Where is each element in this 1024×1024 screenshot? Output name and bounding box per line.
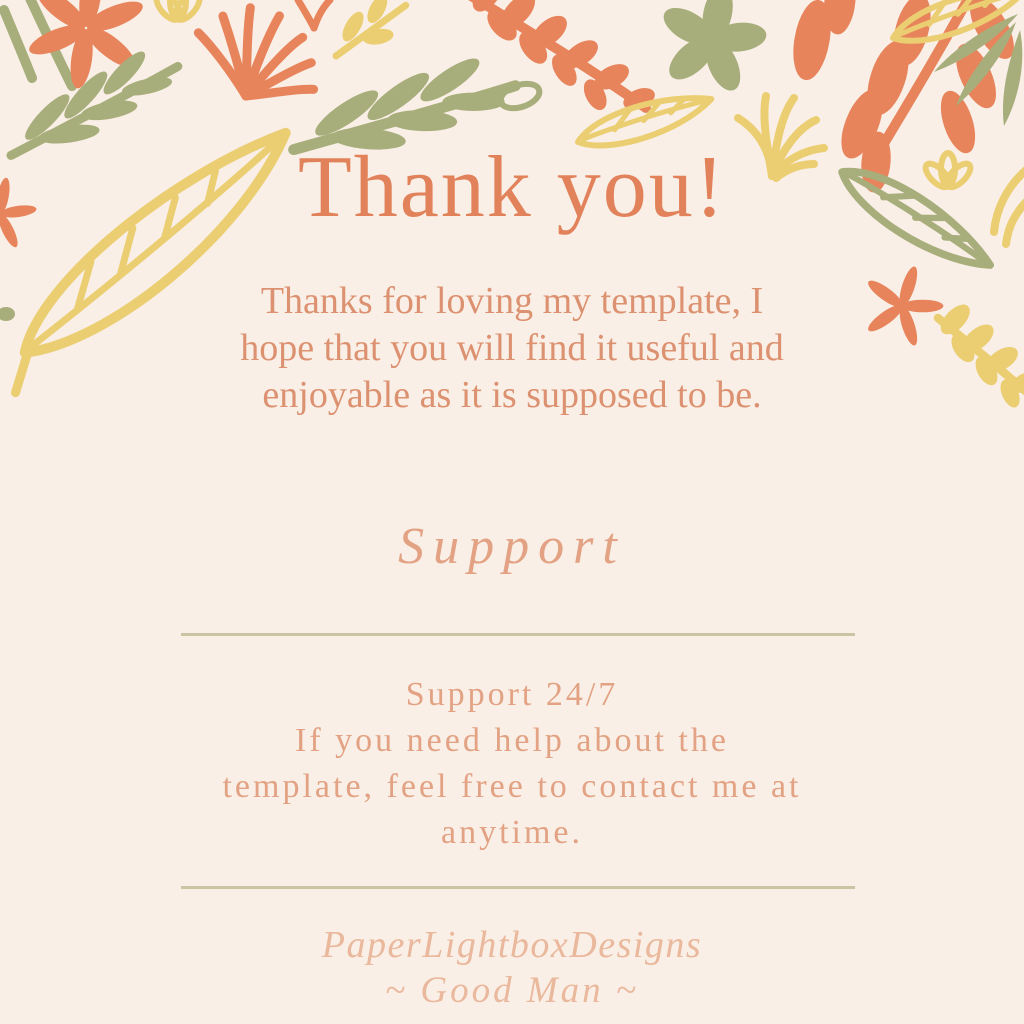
twig-icon xyxy=(298,0,330,28)
fan-leaf-icon xyxy=(191,1,324,105)
footer-signature-block xyxy=(0,922,1024,1014)
brand-name: PaperLightboxDesigns xyxy=(321,924,703,966)
star-flower-icon xyxy=(646,0,779,103)
intro-line: hope that you will find it useful and xyxy=(240,327,784,369)
intro-paragraph xyxy=(0,278,1024,419)
support-body-line: template, feel free to contact me at xyxy=(222,768,802,805)
intro-line: enjoyable as it is supposed to be. xyxy=(262,374,762,416)
support-body-line: If you need help about the xyxy=(295,722,729,759)
sprout-icon xyxy=(152,0,204,24)
support-paragraph xyxy=(0,672,1024,856)
card-title: Thank you! xyxy=(297,139,727,236)
support-availability-line: Support 24/7 xyxy=(405,676,619,713)
divider-bottom xyxy=(181,886,855,889)
support-body-line: anytime. xyxy=(440,814,584,851)
divider-top xyxy=(181,633,855,636)
intro-line: Thanks for loving my template, I xyxy=(260,280,764,322)
support-heading: Support xyxy=(398,518,626,575)
twig-icon xyxy=(319,0,418,71)
signature: ~ Good Man ~ xyxy=(385,970,639,1011)
